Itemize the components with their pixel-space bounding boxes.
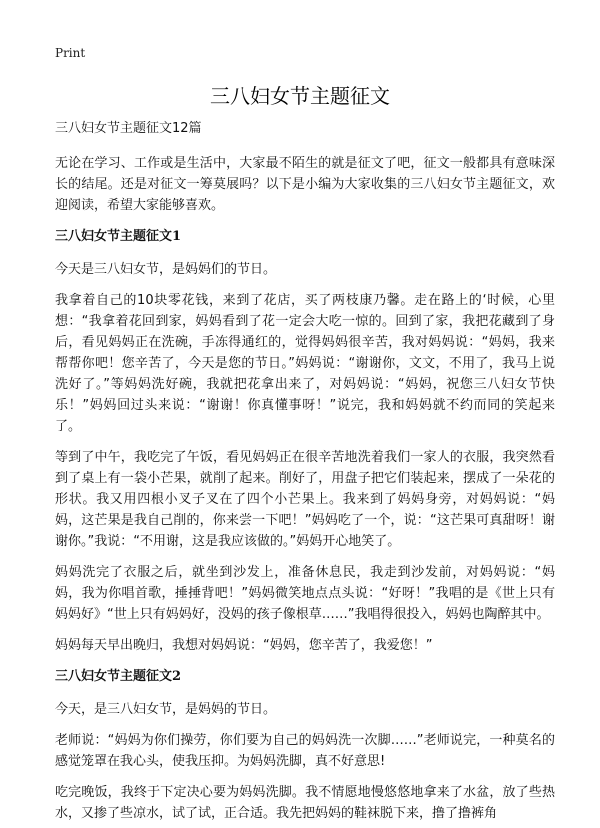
intro-paragraph: 无论在学习、工作或是生活中，大家最不陌生的就是征文了吧，征文一般都具有意味深长的结尾。还是对征文一筹莫展吗？以下是小编为大家收集的三八妇女节主题征文，欢迎阅读，希望大家能够喜欢。 (55, 156, 555, 213)
document-body (55, 118, 555, 828)
section-heading-1: 三八妇女节主题征文1 (55, 229, 182, 244)
section-2-paragraph-3: 吃完晚饭，我终于下定决心要为妈妈洗脚。我不情愿地慢悠悠地拿来了水盆，放了些热水，又掺了些凉水，试了试，正合适。我先把妈妈的鞋袜脱下来，撸了撸裤角 (55, 785, 555, 821)
section-heading-2: 三八妇女节主题征文2 (55, 669, 182, 684)
print-link[interactable]: Print (55, 46, 86, 60)
section-1-paragraph-2: 我拿着自己的10块零花钱，来到了花店，买了两枝康乃馨。走在路上的‘时候，心里想：“我拿着花回到家，妈妈看到了花一定会大吃一惊的。回到了家，我把花藏到了身后，看见妈妈正在洗碗，手冻得通红的，觉得妈妈很辛苦，我对妈妈说：“妈妈，我来帮帮你吧！您辛苦了，今天是您的节日。”妈妈说：“谢谢你，文文，不用了，我马上说洗好了。”等妈妈洗好碗，我就把花拿出来了，对妈妈说：“妈妈，祝您三八妇女节快乐！”妈妈回过头来说：“谢谢！你真懂事呀！”说完，我和妈妈就不约而同的笑起来了。 (55, 293, 555, 434)
section-1-paragraph-1: 今天是三八妇女节，是妈妈们的节日。 (55, 262, 277, 277)
section-2-paragraph-2: 老师说：“妈妈为你们操劳，你们要为自己的妈妈洗一次脚……”老师说完，一种莫名的感觉笼罩在我心头，使我压抑。为妈妈洗脚，真不好意思! (55, 733, 555, 769)
section-2-paragraph-1: 今天，是三八妇女节，是妈妈的节日。 (55, 702, 277, 717)
document-subtitle: 三八妇女节主题征文12篇 (55, 121, 202, 136)
document-title: 三八妇女节主题征文 (210, 84, 390, 108)
section-1-paragraph-3: 等到了中午，我吃完了午饭，看见妈妈正在很辛苦地洗着我们一家人的衣服，我突然看到了桌上有一袋小芒果，就削了起来。削好了，用盘子把它们装起来，摆成了一朵花的形状。我又用四根小叉子叉在了四个小芒果上。我来到了妈妈身旁，对妈妈说：“妈妈，这芒果是我自己削的，你来尝一下吧！”妈妈吃了一个，说：“这芒果可真甜呀！谢谢你。”我说：“不用谢，这是我应该做的。”妈妈开心地笑了。 (55, 450, 555, 549)
section-1-paragraph-5: 妈妈每天早出晚归，我想对妈妈说：“妈妈，您辛苦了，我爱您！” (55, 638, 433, 653)
section-1-paragraph-4: 妈妈洗完了衣服之后，就坐到沙发上，准备休息民，我走到沙发前，对妈妈说：“妈妈，我为你唱首歌，捶捶背吧！”妈妈微笑地点点头说：“好呀！”我唱的是《世上只有妈妈好》“世上只有妈妈好，没妈的孩子像根草……”我唱得很投入，妈妈也陶醉其中。 (55, 565, 555, 622)
